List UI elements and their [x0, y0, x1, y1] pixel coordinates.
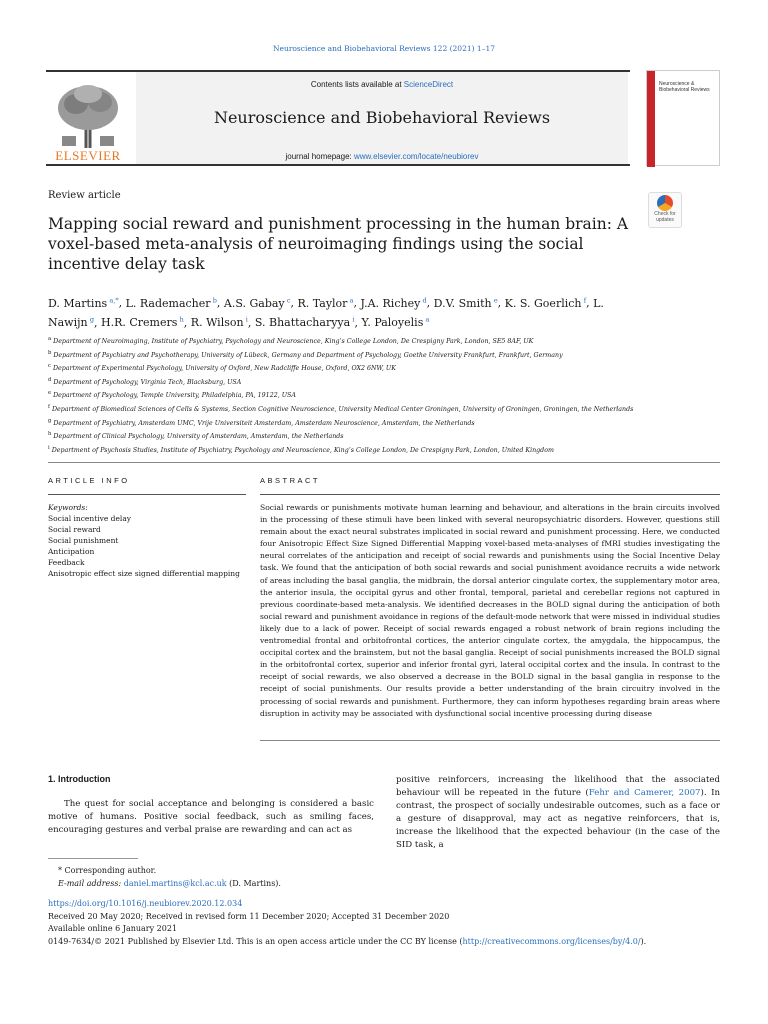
keyword: Feedback — [48, 558, 85, 567]
received-dates: Received 20 May 2020; Received in revised form 11 December 2020; Accepted 31 December 2020 — [48, 911, 450, 921]
author-name: L. Rademacher — [125, 296, 211, 310]
author — [434, 297, 498, 310]
affiliation — [48, 334, 638, 348]
affiliation-text: Department of Biomedical Sciences of Cells & Systems, Section Cognitive Neuroscience, University Medical Center Groningen, University of Groningen, Groningen, the Netherlands — [49, 406, 634, 414]
journal-reference[interactable]: Neuroscience and Biobehavioral Reviews 122 (2021) 1–17 — [272, 44, 495, 53]
article-title: Mapping social reward and punishment processing in the human brain: A voxel-based meta-analysis of neuroimaging findings using the social incentive delay task — [48, 215, 629, 273]
author-name: J.A. Richey — [360, 296, 421, 310]
affiliation-mark: a — [48, 336, 52, 342]
affiliation-text: Department of Psychiatry and Psychotherapy, University of Lübeck, Germany and Department of Psychology, Goethe University Frankfurt, Frankfurt, Germany — [51, 351, 563, 359]
author — [298, 297, 354, 310]
available-online: Available online 6 January 2021 — [48, 924, 178, 933]
author — [101, 316, 184, 329]
author-name: H.R. Cremers — [101, 316, 178, 330]
intro-text: positive reinforcers, increasing the likelihood that the associated behaviour will be repeated in the future ( — [396, 775, 720, 798]
author-name: S. Bhattacharyya — [254, 316, 351, 330]
affiliation — [48, 348, 638, 362]
email-link[interactable]: daniel.martins@kcl.ac.uk — [123, 879, 227, 888]
sciencedirect-link[interactable]: ScienceDirect — [403, 80, 454, 89]
cover-band — [647, 71, 655, 167]
affiliation-mark: c — [48, 363, 51, 370]
affiliation — [48, 388, 638, 402]
intro-paragraph-left: The quest for social acceptance and belonging is considered a basic motive of humans. Positive social feedback, such as smiling faces, encouraging gestures and verbal praise are rewarding and can act as — [48, 799, 374, 835]
footnote — [58, 864, 281, 890]
author — [48, 297, 119, 310]
affiliation — [48, 416, 638, 430]
author-name: Y. Paloyelis — [361, 316, 424, 330]
author — [126, 297, 217, 310]
divider — [260, 494, 720, 495]
homepage-prefix: journal homepage: — [285, 152, 354, 161]
publication-info — [48, 898, 720, 948]
author-affiliation-mark[interactable]: a — [425, 315, 430, 324]
contents-line — [136, 80, 628, 89]
affiliation-list — [48, 334, 638, 456]
affiliation — [48, 429, 638, 443]
affiliation-mark: f — [48, 403, 50, 410]
intro-text: ). In contrast, the prospect of socially undesirable outcomes, such as a face or a gesture of disapproval, may act as negative reinforcers, that is, increase the likelihood that the expected behaviour (in the case of the SID task, a — [396, 788, 720, 850]
affiliation-text: Department of Neuroimaging, Institute of Psychiatry, Psychology and Neuroscience, King’s College London, De Crespigny Park, London, SE5 8AF, UK — [51, 338, 534, 346]
affiliation — [48, 361, 638, 375]
elsevier-tree-icon — [48, 80, 128, 150]
author-list: D. Martins $^{a,*}$, L. Rademacher $^b$, A.S. Gabay $^c$, R. Taylor $^a$, J.A. Richey $^d$, D.V. Smith $^e$, K. S. Goerlich $^f$, L. Nawijn $^g$, H.R. Cremers $^h$, R. Wilson $^i$, S. Bhattacharyya $^i$, Y. Paloyelis $^a$ — [48, 296, 604, 330]
cover-title: Neuroscience & Biobehavioral Reviews — [659, 81, 710, 93]
corresponding-author-note: Corresponding author. — [64, 866, 157, 875]
author-name: R. Wilson — [190, 316, 244, 330]
article-info-heading: ARTICLE INFO — [48, 476, 130, 485]
email-owner: (D. Martins). — [226, 879, 281, 888]
abstract-text: Social rewards or punishments motivate human learning and behaviour, and alterations in the brain circuits involved in the processing of these stimuli have been linked with several neuropsychiatric disorders. However, questions still remain about the exact neural substrates implicated in social reward and punishment processing. Here, we conducted four Anisotropic Effect Size Signed Differential Mapping voxel-based meta-analyses of fMRI studies investigating the neural correlates of the anticipation and receipt of social rewards and punishments using the Social Incentive Delay task. We found that the anticipation of both social rewards and social punishment avoidance recruits a wide network of areas including the basal ganglia, the midbrain, the dorsal anterior cingulate cortex, the supplementary motor area, the anterior insula, the occipital gyrus and other frontal, temporal, parietal and cerebellar regions not captured in previous coordinate-based meta-analysis. We identified decreases in the BOLD signal during the anticipation of both social reward and punishment avoidance in regions of the default-mode network that were missed in individual studies likely due to a lack of power. Receipt of social rewards engaged a robust network of brain regions including the ventromedial frontal and orbitofrontal cortices, the anterior cingulate cortex, the amygdala, the hippocampus, the occipital cortex and the brainstem, but not the basal ganglia. Receipt of social punishments increased the BOLD signal in the orbitofrontal cortex, superior and inferior frontal gyri, lateral occipital cortex and the insula. In contrast to the receipt of social rewards, we also observed a decrease in the BOLD signal in the basal ganglia in response to the receipt of social punishments. Our results provide a better understanding of the brain circuitry involved in the processing of social rewards and punishment. Furthermore, they can inform hypotheses regarding brain areas where disruption in activity may be associated with dysfunctional social incentive processing during disease — [260, 503, 720, 718]
affiliation-mark: e — [48, 390, 52, 397]
affiliation-mark: i — [48, 444, 50, 451]
divider — [48, 494, 246, 495]
author-affiliation-mark[interactable]: b — [212, 296, 217, 304]
affiliation-mark: g — [48, 417, 52, 424]
author — [505, 297, 586, 310]
affiliation — [48, 375, 638, 389]
author-name: D. Martins — [48, 296, 108, 310]
keywords-block — [48, 502, 248, 579]
intro-paragraph-right — [396, 774, 720, 852]
author — [255, 316, 355, 329]
journal-title: Neuroscience and Biobehavioral Reviews — [213, 108, 551, 127]
affiliation-text: Department of Experimental Psychology, University of Oxford, New Radcliffe House, Oxford, OX2 6NW, UK — [50, 365, 396, 373]
keyword: Anticipation — [48, 547, 95, 556]
keyword: Social incentive delay — [48, 514, 132, 523]
keyword: Social reward — [48, 525, 101, 534]
elsevier-logo — [48, 80, 128, 166]
keyword: Anisotropic effect size signed differential mapping — [48, 569, 240, 578]
author-affiliation-mark[interactable]: a,* — [109, 296, 119, 304]
author — [224, 297, 291, 310]
author-affiliation-mark[interactable]: c — [286, 296, 291, 304]
affiliation-mark: b — [48, 349, 52, 356]
email-label: E-mail address: — [58, 879, 124, 888]
license-text: ). — [640, 936, 647, 946]
section-heading-introduction: 1. Introduction — [48, 774, 111, 784]
author-name: L. Nawijn — [48, 296, 604, 330]
author-affiliation-mark[interactable]: h — [179, 315, 184, 324]
journal-cover-thumbnail[interactable] — [646, 70, 720, 166]
author-affiliation-mark[interactable]: i — [352, 315, 355, 324]
check-updates-icon — [657, 195, 673, 211]
check-for-updates-button[interactable] — [648, 192, 682, 228]
author — [191, 316, 248, 329]
author-name: D.V. Smith — [433, 296, 492, 310]
article-type: Review article — [48, 190, 121, 201]
elsevier-wordmark: ELSEVIER — [55, 148, 121, 163]
affiliation-text: Department of Psychosis Studies, Institute of Psychiatry, Psychology and Neuroscience, King’s College London, De Crespigny Park, London, United Kingdom — [49, 446, 554, 454]
doi-link[interactable]: https://doi.org/10.1016/j.neubiorev.2020.12.034 — [48, 899, 243, 908]
affiliation — [48, 443, 638, 457]
author-affiliation-mark[interactable]: a — [349, 296, 354, 304]
author-affiliation-mark[interactable]: g — [89, 315, 94, 324]
affiliation — [48, 402, 638, 416]
affiliation-text: Department of Psychology, Temple University, Philadelphia, PA, 19122, USA — [51, 392, 296, 400]
author-name: A.S. Gabay — [223, 296, 285, 310]
journal-homepage-line — [136, 152, 628, 161]
affiliation-mark: h — [48, 431, 52, 438]
keywords-label: Keywords: — [48, 503, 88, 512]
check-updates-label: Check for updates — [654, 211, 676, 223]
affiliation-text: Department of Psychology, Virginia Tech, Blacksburg, USA — [51, 378, 242, 386]
affiliation-mark: d — [48, 376, 52, 383]
affiliation-text: Department of Psychiatry, Amsterdam UMC, Vrije Universiteit Amsterdam, Amsterdam Neuroscience, Amsterdam, the Netherlands — [51, 419, 475, 427]
citation-link[interactable]: Fehr and Camerer, 2007 — [588, 788, 701, 798]
author-name: K. S. Goerlich — [504, 296, 582, 310]
abstract-heading: ABSTRACT — [260, 476, 321, 485]
author — [361, 316, 429, 329]
footnote-mark: * — [58, 866, 62, 875]
author-affiliation-mark[interactable]: f — [583, 296, 587, 304]
homepage-link[interactable]: www.elsevier.com/locate/neubiorev — [353, 152, 479, 161]
footnote-divider — [48, 858, 138, 859]
license-text: 0149-7634/© 2021 Published by Elsevier Ltd. This is an open access article under the CC BY license ( — [48, 936, 463, 946]
divider — [260, 740, 720, 741]
affiliation-text: Department of Clinical Psychology, University of Amsterdam, Amsterdam, the Netherlands — [51, 433, 344, 441]
license-link[interactable]: http://creativecommons.org/licenses/by/4.0/ — [462, 936, 641, 946]
author-affiliation-mark[interactable]: d — [422, 296, 427, 304]
divider — [48, 462, 720, 463]
author-affiliation-mark[interactable]: e — [493, 296, 498, 304]
keyword: Social punishment — [48, 536, 119, 545]
author-name: R. Taylor — [297, 296, 348, 310]
author — [361, 297, 427, 310]
author-affiliation-mark[interactable]: i — [245, 315, 248, 324]
contents-prefix: Contents lists available at — [310, 80, 404, 89]
